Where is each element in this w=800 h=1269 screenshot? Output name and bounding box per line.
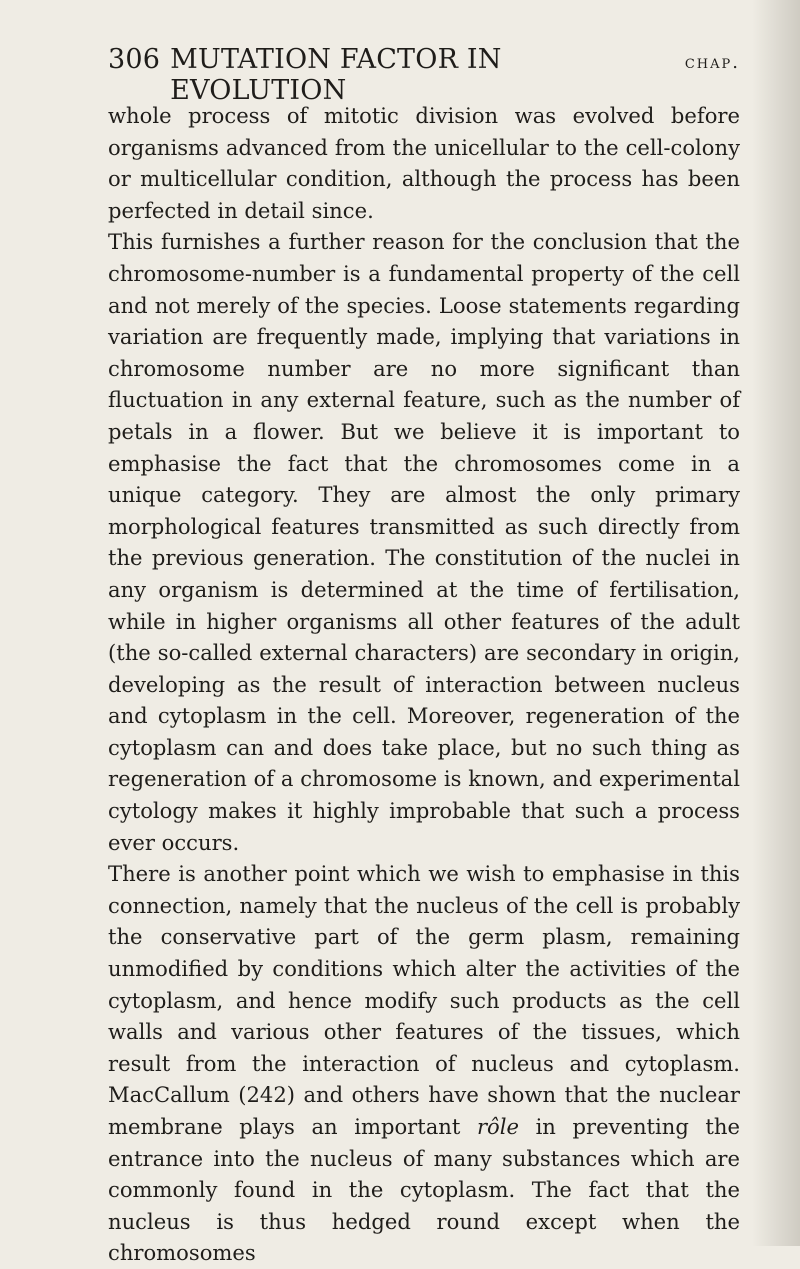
page-content — [108, 44, 740, 1269]
page-edge-shadow — [752, 0, 800, 1246]
paragraph-1: whole process of mitotic division was evolved before organisms advanced from the unicellular to the cell-colony or multicellular condition, although the process has been perfected in detail since. — [108, 103, 740, 223]
paragraph-2: This furnishes a further reason for the conclusion that the chromosome-number is a fundamental property of the cell and not merely of the species. Loose statements regarding variation are frequently made, implying that variations in chromosome number are no more significant than fluctuation in any external feature, such as the number of petals in a flower. But we believe it is important to emphasise the fact that the chromosomes come in a unique category. They are almost the only primary morphological features transmitted as such directly from the previous generation. The constitution of the nuclei in any organism is determined at the time of fertilisation, while in higher organisms all other features of the adult (the so-called external characters) are secondary in origin, developing as the result of interaction between nucleus and cytoplasm in the cell. Moreover, regeneration of the cytoplasm can and does take place, but no such thing as regeneration of a chromosome is known, and experimental cytology makes it highly improbable that such a process ever occurs. — [108, 229, 740, 855]
paragraph-3 — [108, 858, 740, 1269]
running-title: MUTATION FACTOR IN EVOLUTION — [170, 44, 502, 106]
paragraph-3-text-end: in preventing the entrance into the nucleus of many substances which are commonly found in the cytoplasm. The fact that the nucleus is thus hedged round except when the chromosomes — [108, 1114, 740, 1266]
page-number: 306 — [108, 44, 161, 75]
body-text — [108, 100, 740, 1269]
running-head — [108, 44, 740, 106]
chapter-label: chap. — [684, 52, 740, 73]
paragraph-3-text-start: There is another point which we wish to emphasise in this connection, namely that the nucleus of the cell is probably the conservative part of the germ plasm, remaining unmodified by conditions which alter the activities of the cytoplasm, and hence modify such products as the cell walls and various other features of the tissues, which result from the interaction of nucleus and cytoplasm. MacCallum (242) and others have shown that the nuclear membrane plays an important — [108, 861, 740, 1139]
italic-role: rôle — [476, 1114, 519, 1139]
